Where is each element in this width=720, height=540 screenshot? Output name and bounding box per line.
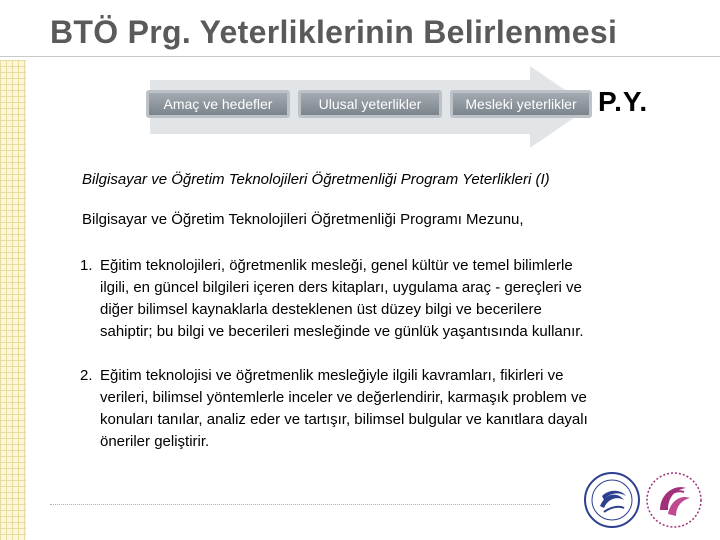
list-item-line: ilgili, en güncel bilgileri içeren ders kitapları, uygulama araç - gereçleri ve — [100, 279, 582, 296]
competency-list — [80, 255, 710, 475]
footer-divider — [50, 504, 550, 505]
list-item — [80, 255, 710, 343]
intro-text: Bilgisayar ve Öğretim Teknolojileri Öğretmenliği Programı Mezunu, — [82, 211, 524, 228]
list-item — [80, 365, 710, 453]
list-item-number: 2. — [80, 367, 93, 384]
list-item-number: 1. — [80, 257, 93, 274]
slide-title: BTÖ Prg. Yeterliklerinin Belirlenmesi — [50, 14, 618, 50]
slide-subtitle: Bilgisayar ve Öğretim Teknolojileri Öğretmenliği Program Yeterlikleri (I) — [82, 171, 550, 188]
university-seal-icon — [582, 470, 642, 530]
title-divider — [0, 56, 720, 57]
process-step-goals: Amaç ve hedefler — [146, 90, 290, 118]
list-item-line: Eğitim teknolojileri, öğretmenlik mesleği, genel kültür ve temel bilimlerle — [100, 257, 573, 274]
list-item-line: öneriler geliştirir. — [100, 433, 210, 450]
process-step-national-competencies: Ulusal yeterlikler — [298, 90, 442, 118]
list-item-line: Eğitim teknolojisi ve öğretmenlik mesleğiyle ilgili kavramları, fikirleri ve — [100, 367, 564, 384]
list-item-line: diğer bilimsel kaynaklarla desteklenen üst düzey bilgi ve becerilere — [100, 301, 542, 318]
program-competencies-label: P.Y. — [598, 86, 649, 117]
decorative-grid-strip — [0, 60, 26, 540]
list-item-line: sahiptir; bu bilgi ve becerileri mesleğinde ve günlük yaşantısında kullanır. — [100, 323, 584, 340]
process-step-professional-competencies: Mesleki yeterlikler — [450, 90, 592, 118]
faculty-emblem-icon — [644, 470, 704, 530]
list-item-line: konuları tanılar, analiz eder ve tartışır, bilimsel bulgular ve kanıtlara dayalı — [100, 411, 588, 428]
list-item-line: verileri, bilimsel yöntemlerle inceler ve değerlendirir, karmaşık problem ve — [100, 389, 587, 406]
